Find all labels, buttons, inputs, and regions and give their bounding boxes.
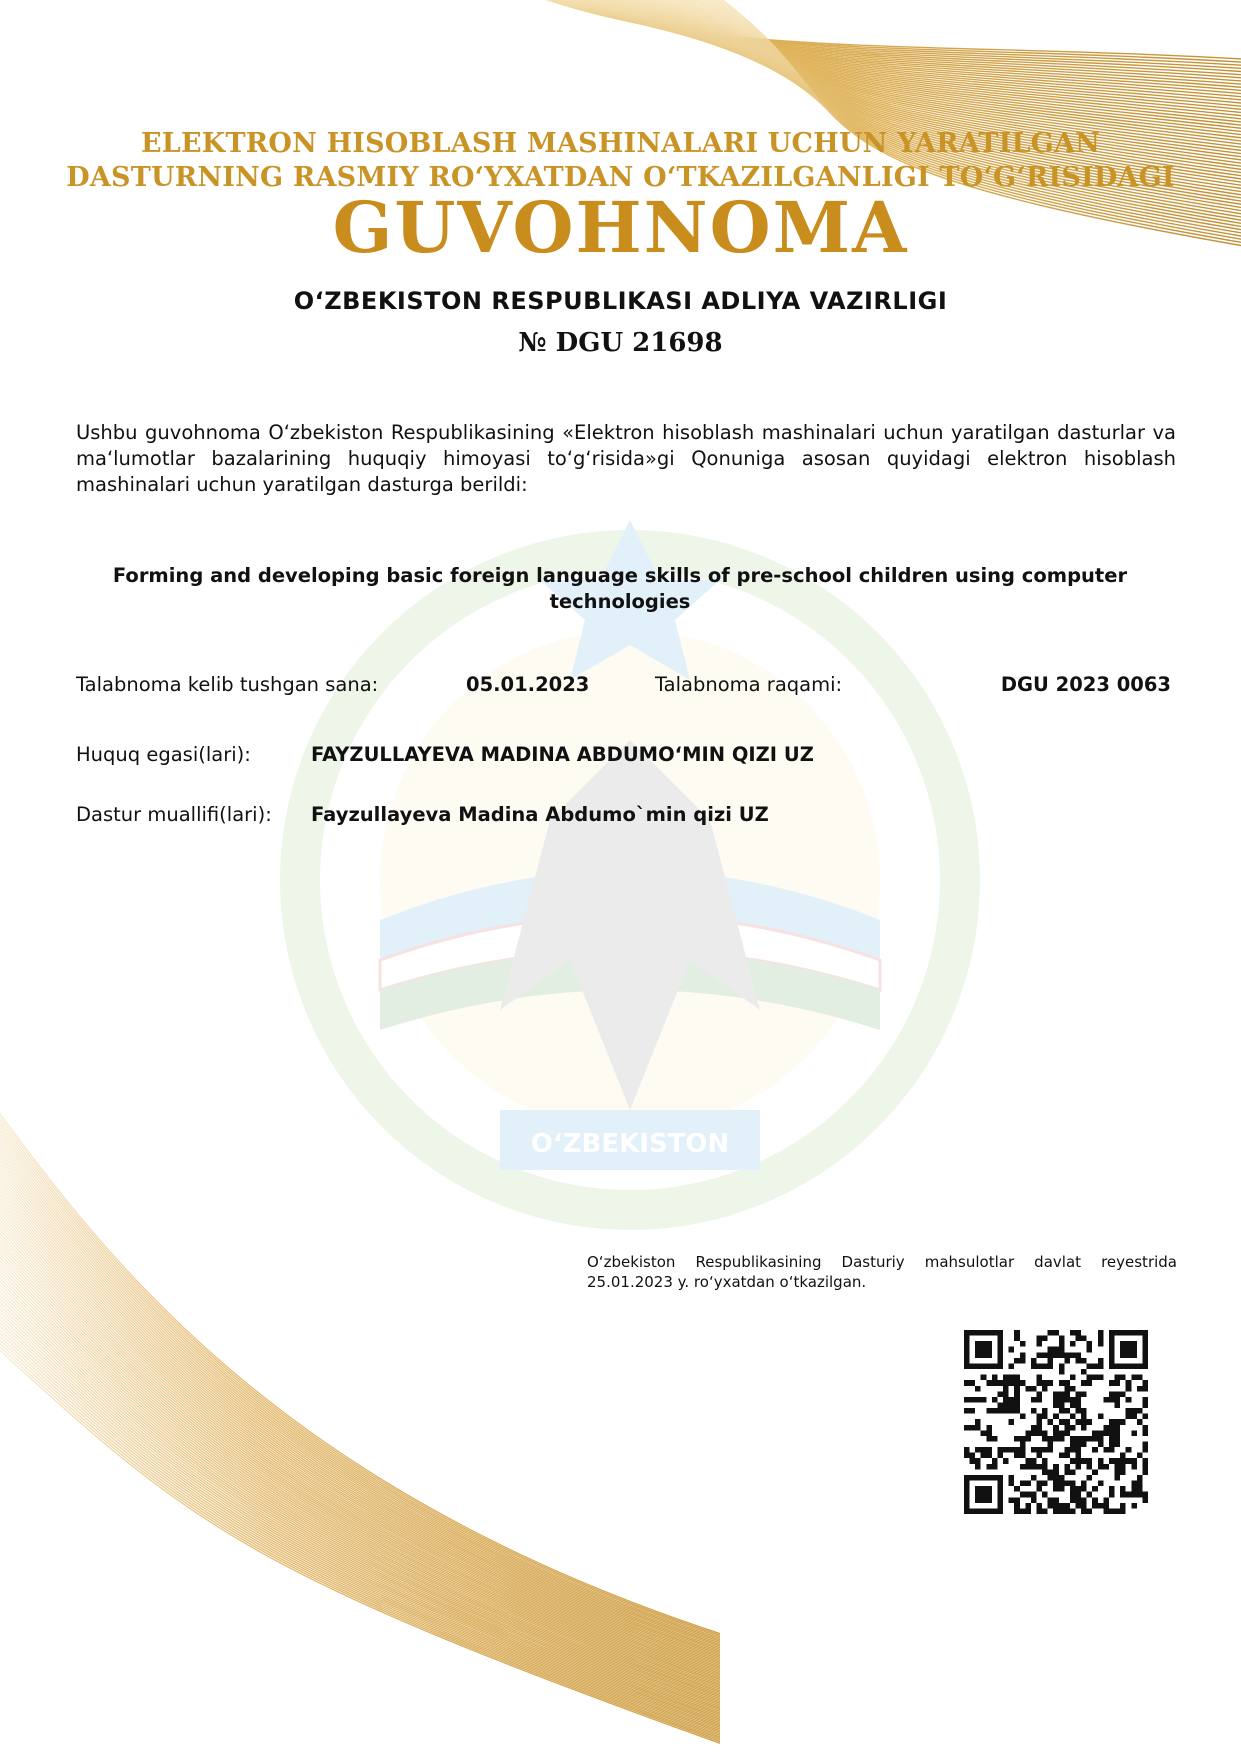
certificate-title: GUVOHNOMA xyxy=(332,186,909,269)
author-value: Fayzullayeva Madina Abdumo`min qizi UZ xyxy=(311,803,769,826)
application-date-label: Talabnoma kelib tushgan sana: xyxy=(76,673,379,696)
owner-label: Huquq egasi(lari): xyxy=(76,743,251,766)
application-number-label: Talabnoma raqami: xyxy=(655,673,843,696)
author-label: Dastur muallifi(lari): xyxy=(76,803,272,826)
qr-code-icon[interactable] xyxy=(964,1330,1148,1514)
application-date-value: 05.01.2023 xyxy=(466,673,590,696)
header-line-2: DASTURNING RASMIY RO‘YXATDAN O‘TKAZILGANLIGI TO‘G‘RISIDAGI xyxy=(66,162,1175,193)
program-title: Forming and developing basic foreign language skills of pre-school children using computer technologies xyxy=(112,564,1128,613)
header-line-1: ELEKTRON HISOBLASH MASHINALARI UCHUN YARATILGAN xyxy=(141,128,1100,159)
certificate-number: № DGU 21698 xyxy=(518,328,723,358)
intro-paragraph: Ushbu guvohnoma O‘zbekiston Respublikasining «Elektron hisoblash mashinalari uchun yaratilgan dasturlar va ma‘lumotlar bazalarining huquqiy himoyasi to‘g‘risida»gi Qonuniga asosan quyidagi elektron hisoblash mashinalari uchun yaratilgan dasturga berildi: xyxy=(76,421,1176,496)
emblem-ribbon-text: O‘ZBEKISTON xyxy=(530,1129,730,1159)
issuer-name: O‘ZBEKISTON RESPUBLIKASI ADLIYA VAZIRLIGI xyxy=(293,287,948,315)
owner-value: FAYZULLAYEVA MADINA ABDUMO‘MIN QIZI UZ xyxy=(311,743,814,766)
registry-note: O‘zbekiston Respublikasining Dasturiy mahsulotlar davlat reyestrida 25.01.2023 y. ro‘yxatdan o‘tkazilgan. xyxy=(587,1253,1177,1291)
application-number-value: DGU 2023 0063 xyxy=(1000,673,1171,696)
